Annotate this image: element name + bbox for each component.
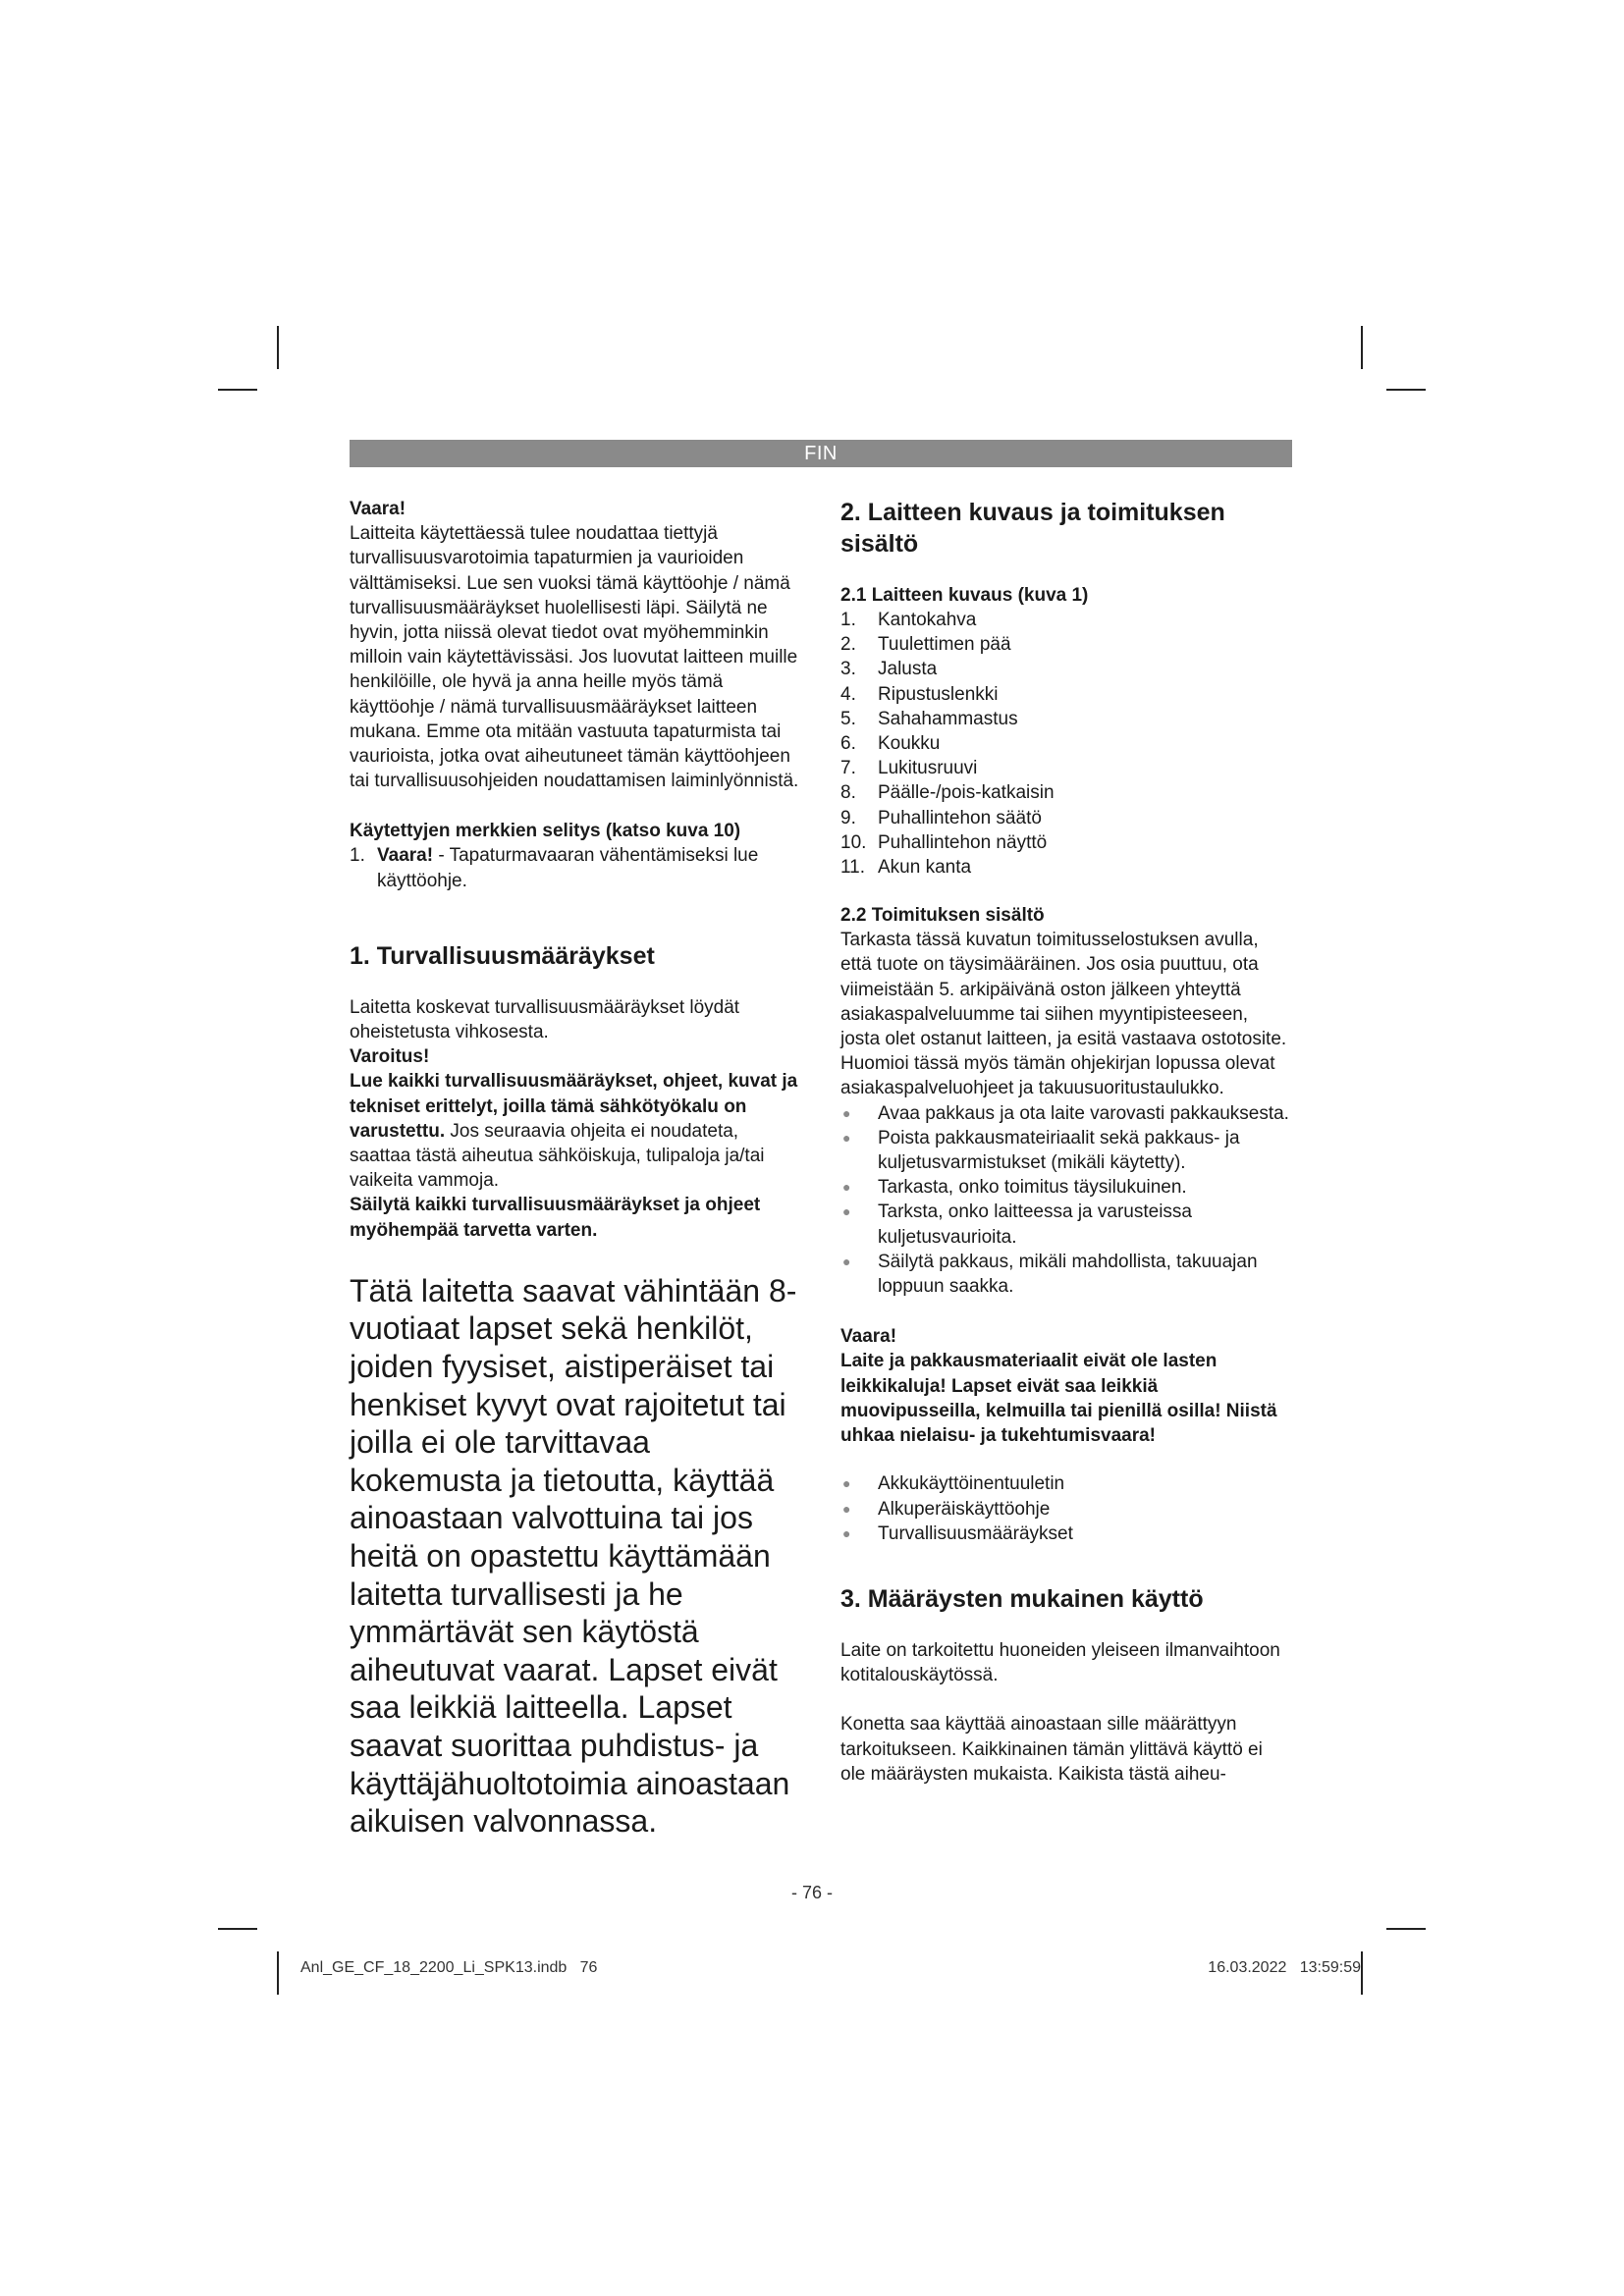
list-number: 6.: [840, 733, 856, 755]
left-column: [350, 497, 801, 1841]
crop-mark: [1386, 389, 1426, 391]
footer-timestamp: 16.03.2022 13:59:59: [1208, 1959, 1361, 1976]
part-label: Ripustuslenkki: [878, 683, 999, 705]
part-label: Päälle-/pois-katkaisin: [878, 782, 1055, 804]
part-label: Sahahammastus: [878, 708, 1018, 729]
step-text: Säilytä pakkaus, mikäli mahdollista, takuuajan loppuun saakka.: [878, 1251, 1258, 1298]
varoitus-text: Jos seuraavia ohjeita ei noudateta, saattaa tästä aiheutua sähköiskuja, tulipaloja ja/tai vaikeita vammoja.: [350, 1120, 765, 1192]
section-1-heading: 1. Turvallisuusmääräykset: [350, 941, 655, 970]
list-item: [350, 843, 801, 892]
section-3-paragraph-1: Laite on tarkoitettu huoneiden yleiseen ilmanvaihtoon kotitalouskäytössä.: [840, 1639, 1280, 1686]
list-item: [840, 608, 1292, 632]
right-column: [840, 497, 1292, 1787]
list-item: [840, 1200, 1292, 1249]
part-label: Puhallintehon näyttö: [878, 831, 1048, 853]
bullet-icon: ●: [842, 1524, 851, 1541]
list-number: 5.: [840, 708, 856, 729]
list-item: [840, 682, 1292, 707]
crop-mark: [1361, 326, 1363, 369]
warning-title: Vaara!: [350, 499, 406, 519]
list-item: [840, 632, 1292, 657]
bullet-icon: ●: [842, 1475, 851, 1492]
list-item: [840, 1175, 1292, 1200]
symbol-label: Vaara!: [377, 845, 434, 867]
bullet-icon: ●: [842, 1500, 851, 1517]
crop-mark: [277, 1951, 279, 1995]
list-item: [840, 707, 1292, 731]
keep-instructions: Säilytä kaikki turvallisuusmääräykset ja ohjeet myöhempää tarvetta varten.: [350, 1195, 761, 1241]
crop-mark: [277, 326, 279, 369]
step-text: Tarkasta, onko toimitus täysilukuinen.: [878, 1177, 1187, 1199]
step-text: Avaa pakkaus ja ota laite varovasti pakkauksesta.: [878, 1102, 1289, 1124]
varoitus-bold: Lue kaikki turvallisuusmääräykset, ohjeet, kuvat ja tekniset erittelyt, joilla tämä sähkötyökalu on varustettu.: [350, 1071, 798, 1142]
list-item: [840, 1471, 1292, 1496]
list-number: 3.: [840, 659, 856, 680]
content-item: Akkukäyttöinentuuletin: [878, 1473, 1065, 1495]
list-number: 11.: [840, 857, 866, 879]
language-label: FIN: [804, 443, 838, 464]
symbols-heading: Käytettyjen merkkien selitys (katso kuva 10): [350, 821, 741, 842]
crop-mark: [218, 389, 257, 391]
list-number: 10.: [840, 831, 867, 853]
list-item: [840, 1250, 1292, 1299]
list-item: [840, 731, 1292, 756]
children-notice: Tätä laitetta saavat vähintään 8-vuotiaat lapset sekä henkilöt, joiden fyysiset, aistiperäiset tai henkiset kyvyt ovat rajoitetut tai joilla ei ole tarvittavaa kokemusta ja tietoutta, käyttää ainoastaan valvottuina tai jos heitä on opastettu käyttämään laitetta turvallisesti ja he ymmärtävät sen käytöstä aiheutuvat vaarat. Lapset eivät saa leikkiä laitteella. Lapset saavat suorittaa puhdistus- ja käyttäjähuoltotoimia ainoastaan aikuisen valvonnassa.: [350, 1272, 797, 1840]
warning-text: Laitteita käytettäessä tulee noudattaa tiettyjä turvallisuusvarotoimia tapaturmien ja vaurioiden välttämiseksi. Lue sen vuoksi tämä käyttöohje / nämä turvallisuusmääräykset huolellisesti läpi. Säilytä ne hyvin, jotta niissä olevat tiedot ovat myöhemminkin milloin vain käytettävissäsi. Jos luovutat laitteen muille henkilöille, ole hyvä ja anna heille myös tämä käyttöohje / nämä turvallisuusmääräykset laitteen mukana. Emme ota mitään vastuuta tapaturmista tai vaurioista, jotka ovat aiheutuneet tämän käyttöohjeen tai turvallisuusohjeiden noudattamisen laiminlyönnistä.: [350, 523, 799, 792]
footer-file-name: Anl_GE_CF_18_2200_Li_SPK13.indb 76: [300, 1959, 598, 1976]
bullet-icon: ●: [842, 1129, 851, 1146]
warning-2-text: Laite ja pakkausmateriaalit eivät ole lasten leikkikaluja! Lapset eivät saa leikkiä muovipusseilla, kelmuilla tai pienillä osilla! Niistä uhkaa nielaisu- ja tukehtumisvaara!: [840, 1351, 1277, 1447]
symbol-text: - Tapaturmavaaran vähentämiseksi lue käyttöohje.: [377, 845, 759, 891]
part-label: Tuulettimen pää: [878, 634, 1011, 656]
list-item: [840, 806, 1292, 830]
crop-mark: [1386, 1928, 1426, 1930]
part-label: Koukku: [878, 733, 941, 755]
list-item: [840, 657, 1292, 681]
part-label: Jalusta: [878, 659, 938, 680]
list-number: 1.: [350, 845, 365, 867]
part-label: Lukitusruuvi: [878, 758, 978, 779]
list-item: [840, 1101, 1292, 1126]
varoitus-paragraph: [350, 1069, 801, 1193]
content-item: Alkuperäiskäyttöohje: [878, 1498, 1051, 1520]
crop-mark: [218, 1928, 257, 1930]
content-item: Turvallisuusmääräykset: [878, 1522, 1073, 1544]
list-item: [840, 780, 1292, 805]
section-2-heading: 2. Laitteen kuvaus ja toimituksen sisältö: [840, 499, 1225, 558]
section-3-paragraph-2: Konetta saa käyttää ainoastaan sille määrättyyn tarkoitukseen. Kaikkinainen tämän ylittävä käyttö ei ole määräysten mukaista. Kaikista tästä aiheu-: [840, 1714, 1263, 1785]
section-3-heading: 3. Määräysten mukainen käyttö: [840, 1584, 1204, 1613]
list-item: [840, 1126, 1292, 1175]
page-number: - 76 -: [790, 1883, 833, 1902]
step-text: Tarksta, onko laitteessa ja varusteissa kuljetusvaurioita.: [878, 1201, 1192, 1248]
section-1-intro: Laitetta koskevat turvallisuusmääräykset löydät oheistetusta vihkosesta.: [350, 996, 740, 1043]
list-number: 2.: [840, 634, 856, 656]
list-item: [840, 1497, 1292, 1522]
list-number: 9.: [840, 807, 856, 828]
list-number: 8.: [840, 782, 856, 804]
delivery-text: Tarkasta tässä kuvatun toimitusselostuksen avulla, että tuote on täysimääräinen. Jos osia puuttuu, ota viimeistään 5. arkipäivänä oston jälkeen yhteyttä asiakaspalveluumme tai siihen myyntipisteeseen, josta olet ostanut laitteen, ja esitä vastaava ostotosite. Huomioi tässä myös tämän ohjekirjan lopussa olevat asiakaspalveluohjeet ja takuusuoritustaulukko.: [840, 930, 1287, 1099]
bullet-icon: ●: [842, 1253, 851, 1269]
warning-2-title: Vaara!: [840, 1326, 897, 1348]
list-number: 7.: [840, 758, 856, 779]
list-number: 1.: [840, 610, 856, 630]
varoitus-title: Varoitus!: [350, 1046, 430, 1068]
contents-list: [840, 1471, 1292, 1546]
symbols-list: [350, 843, 801, 892]
subsection-2-1-heading: 2.1 Laitteen kuvaus (kuva 1): [840, 585, 1089, 606]
list-item: [840, 1522, 1292, 1546]
subsection-2-2-heading: 2.2 Toimituksen sisältö: [840, 905, 1045, 927]
language-header-bar: [350, 440, 1292, 467]
list-number: 4.: [840, 683, 856, 705]
list-item: [840, 830, 1292, 855]
bullet-icon: ●: [842, 1104, 851, 1121]
parts-list: [840, 608, 1292, 880]
delivery-steps: [840, 1101, 1292, 1300]
list-item: [840, 756, 1292, 780]
bullet-icon: ●: [842, 1203, 851, 1220]
step-text: Poista pakkausmateiriaalit sekä pakkaus- ja kuljetusvarmistukset (mikäli käytetty).: [878, 1127, 1240, 1174]
part-label: Akun kanta: [878, 857, 972, 879]
part-label: Puhallintehon säätö: [878, 807, 1042, 828]
bullet-icon: ●: [842, 1179, 851, 1196]
crop-mark: [1361, 1951, 1363, 1995]
part-label: Kantokahva: [878, 610, 977, 630]
list-item: [840, 855, 1292, 880]
